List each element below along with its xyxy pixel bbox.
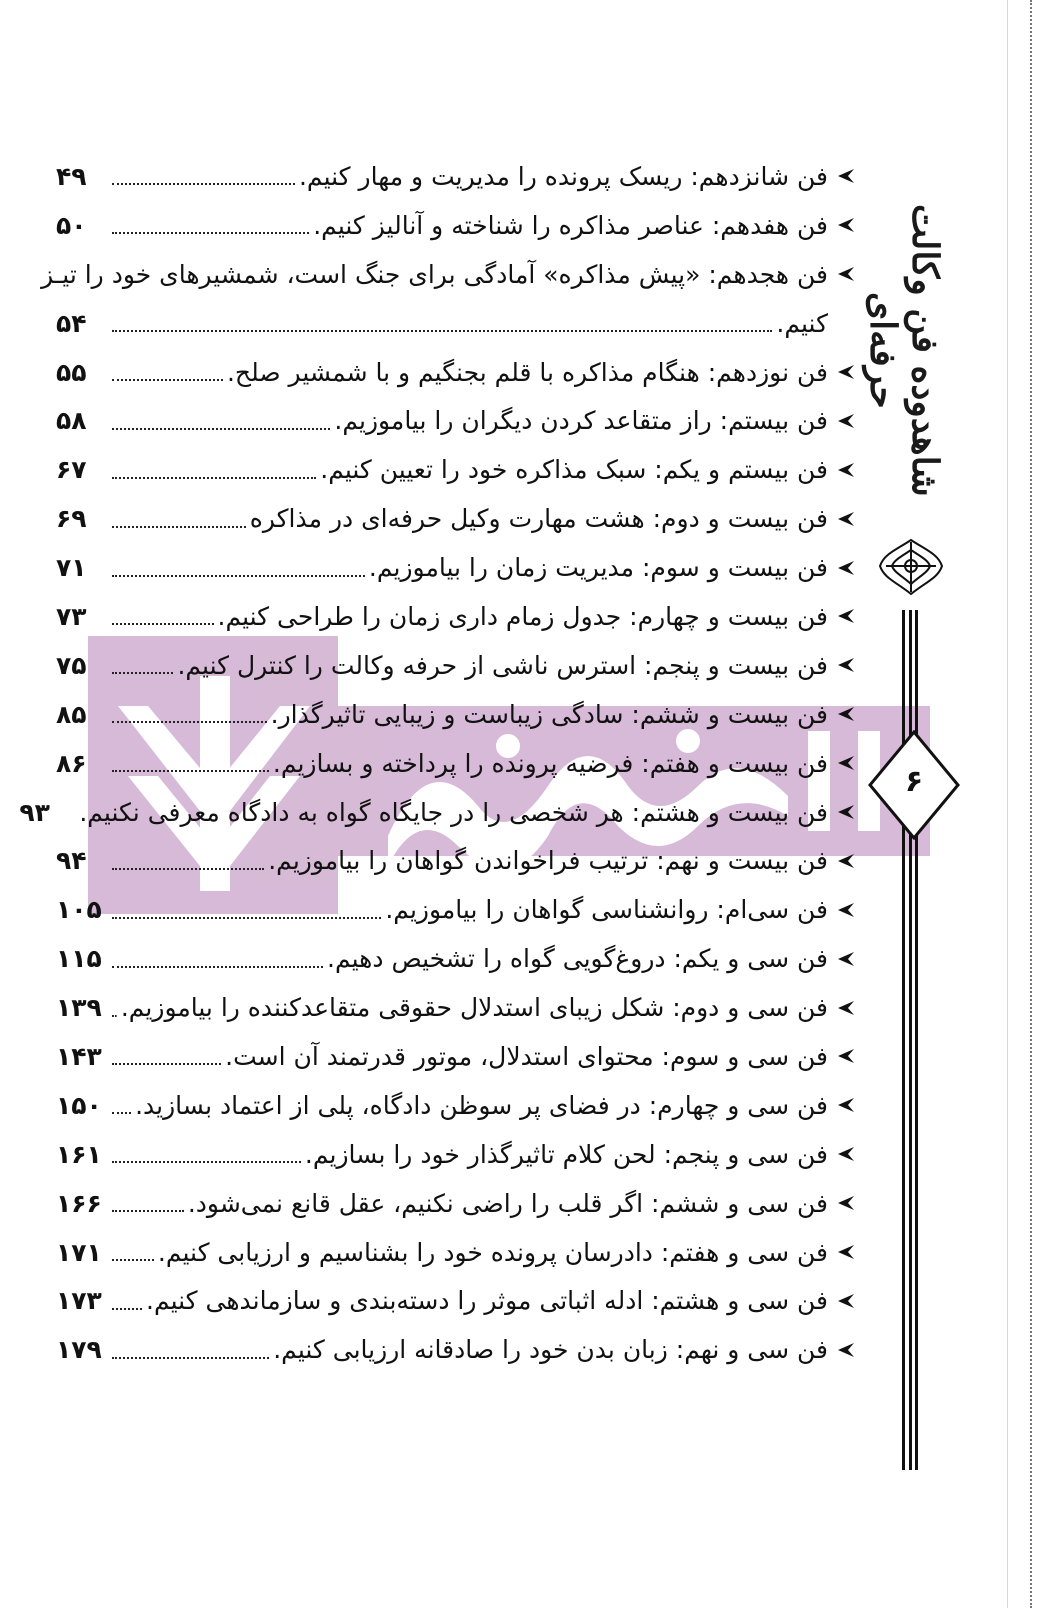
toc-item-page: ۶۹ bbox=[56, 504, 87, 534]
toc-item-page: ۱۷۱ bbox=[56, 1237, 102, 1267]
toc-item[interactable] bbox=[56, 690, 856, 739]
arrowhead-icon bbox=[828, 460, 856, 480]
toc-item-label: فن سی و نهم: زبان بدن خود را صادقانه ارزیابی کنیم. bbox=[273, 1335, 828, 1365]
toc-item-label: فن بیست و سوم: مدیریت زمان را بیاموزیم. bbox=[368, 553, 828, 583]
toc-item-label: فن بیست و هفتم: فرضیه پرونده را پرداخته و بسازیم. bbox=[272, 748, 828, 778]
leader-dots bbox=[112, 1308, 142, 1310]
toc-item-page: ۱۷۹ bbox=[56, 1335, 102, 1365]
leader-dots bbox=[112, 575, 365, 577]
leader-dots bbox=[112, 917, 381, 919]
toc-item-page: ۷۱ bbox=[56, 553, 87, 583]
leader-dots bbox=[112, 672, 173, 674]
toc-item[interactable] bbox=[56, 739, 856, 788]
leader-dots bbox=[112, 1015, 117, 1017]
toc-item[interactable] bbox=[56, 1081, 856, 1130]
toc-item[interactable] bbox=[19, 788, 856, 837]
arrowhead-icon bbox=[828, 1095, 856, 1115]
toc-item-label: فن سی و هفتم: دادرسان پرونده خود را بشناسیم و ارزیابی کنیم. bbox=[157, 1237, 828, 1267]
leader-dots bbox=[112, 966, 323, 968]
toc-item-page: ۱۱۵ bbox=[56, 944, 102, 974]
leader-dots bbox=[112, 623, 214, 625]
toc-item-page: ۸۵ bbox=[56, 699, 87, 729]
binding-edge bbox=[1030, 0, 1032, 1608]
arrowhead-icon bbox=[828, 166, 856, 186]
toc-item-page: ۷۳ bbox=[56, 601, 87, 631]
leader-dots bbox=[112, 1357, 269, 1359]
toc-item[interactable] bbox=[56, 592, 856, 641]
arrowhead-icon bbox=[828, 753, 856, 773]
toc-item[interactable] bbox=[56, 1228, 856, 1277]
book-title: شاهدوده فن وکالت حرفه‌ای bbox=[862, 203, 946, 497]
toc-item-label: فن سی و هشتم: ادله اثباتی موثر را دسته‌بندی و سازماندهی کنیم. bbox=[146, 1286, 828, 1316]
toc-item-label: فن هفدهم: عناصر مذاکره را شناخته و آنالیز کنیم. bbox=[313, 210, 828, 240]
toc-item-page: ۴۹ bbox=[56, 161, 87, 191]
leader-dots bbox=[112, 477, 316, 479]
arrowhead-icon bbox=[828, 264, 856, 284]
arrowhead-icon bbox=[828, 362, 856, 382]
leader-dots bbox=[112, 232, 309, 234]
arrowhead-icon bbox=[828, 1340, 856, 1360]
arrowhead-icon bbox=[828, 215, 856, 235]
arrowhead-icon bbox=[828, 558, 856, 578]
arrowhead-icon bbox=[828, 704, 856, 724]
toc-item-label: فن شانزدهم: ریسک پرونده را مدیریت و مهار کنیم. bbox=[298, 161, 828, 191]
toc-item[interactable] bbox=[56, 445, 856, 494]
toc-item-label: فن سی و ششم: اگر قلب را راضی نکنیم، عقل قانع نمی‌شود. bbox=[187, 1188, 828, 1218]
toc-item-page: ۵۴ bbox=[56, 308, 87, 338]
toc-item[interactable] bbox=[56, 885, 856, 934]
toc-item[interactable] bbox=[56, 1325, 856, 1374]
page-edge-line bbox=[1007, 0, 1008, 1608]
arrowhead-icon bbox=[828, 851, 856, 871]
arrowhead-icon bbox=[828, 998, 856, 1018]
toc-item-page: ۹۳ bbox=[19, 797, 50, 827]
toc-item-label: فن سی‌ام: روانشناسی گواهان را بیاموزیم. bbox=[385, 895, 828, 925]
leader-dots bbox=[112, 1112, 131, 1114]
toc-item-label: فن سی و پنجم: لحن کلام تاثیرگذار خود را بسازیم. bbox=[304, 1139, 828, 1169]
arrowhead-icon bbox=[828, 900, 856, 920]
leader-dots bbox=[112, 428, 330, 430]
toc-item-label: فن بیست و هشتم: هر شخصی را در جایگاه گواه به دادگاه معرفی نکنیم. bbox=[79, 797, 828, 827]
leader-dots bbox=[112, 379, 223, 381]
toc-item-continuation[interactable] bbox=[56, 299, 856, 348]
toc-item[interactable] bbox=[56, 201, 856, 250]
toc-item-page: ۸۶ bbox=[56, 748, 87, 778]
toc-item[interactable] bbox=[56, 836, 856, 885]
toc-item-page: ۱۷۳ bbox=[56, 1286, 102, 1316]
toc-item-page: ۶۷ bbox=[56, 455, 87, 485]
toc-item-label: فن سی و یکم: دروغ‌گویی گواه را تشخیص دهیم. bbox=[327, 944, 828, 974]
leader-dots bbox=[112, 770, 269, 772]
toc-item-label: کنیم. bbox=[776, 308, 828, 338]
floral-ornament-icon bbox=[876, 536, 946, 598]
arrowhead-icon bbox=[828, 1193, 856, 1213]
toc-item-label: فن بیستم: راز متقاعد کردن دیگران را بیاموزیم. bbox=[334, 406, 828, 436]
arrowhead-icon bbox=[828, 606, 856, 626]
arrowhead-icon bbox=[828, 1144, 856, 1164]
toc-item[interactable] bbox=[56, 1130, 856, 1179]
arrowhead-icon bbox=[828, 1046, 856, 1066]
arrowhead-icon bbox=[828, 1242, 856, 1262]
toc-item-label: فن بیست و دوم: هشت مهارت وکیل حرفه‌ای در مذاکره bbox=[249, 504, 828, 534]
toc-item[interactable] bbox=[56, 543, 856, 592]
toc-item-page: ۵۸ bbox=[56, 406, 87, 436]
toc-item-label: فن سی و سوم: محتوای استدلال، موتور قدرتمند آن است. bbox=[225, 1041, 828, 1071]
margin-column bbox=[862, 140, 956, 1460]
toc-item-page: ۱۴۳ bbox=[56, 1041, 102, 1071]
toc-item-page: ۱۳۹ bbox=[56, 993, 102, 1023]
toc-item-label: فن سی و چهارم: در فضای پر سوظن دادگاه، پلی از اعتماد بسازید. bbox=[135, 1090, 828, 1120]
arrowhead-icon bbox=[828, 949, 856, 969]
toc-item-page: ۹۴ bbox=[56, 846, 87, 876]
toc-item-page: ۵۵ bbox=[56, 357, 87, 387]
toc-item-label: فن بیست و ششم: سادگی زیباست و زیبایی تاثیرگذار. bbox=[270, 699, 828, 729]
leader-dots bbox=[112, 1161, 301, 1163]
toc-item-page: ۵۰ bbox=[56, 210, 87, 240]
arrowhead-icon bbox=[828, 655, 856, 675]
toc-item-page: ۱۵۰ bbox=[56, 1090, 102, 1120]
toc-item-page: ۱۶۱ bbox=[56, 1139, 102, 1169]
toc-item-page: ۷۵ bbox=[56, 650, 87, 680]
toc-item[interactable] bbox=[56, 152, 856, 201]
table-of-contents bbox=[19, 152, 856, 1374]
page-number: ۶ bbox=[904, 764, 924, 799]
leader-dots bbox=[112, 1210, 184, 1212]
toc-item-label: فن بیستم و یکم: سبک مذاکره خود را تعیین کنیم. bbox=[320, 455, 828, 485]
toc-item-page: ۱۰۵ bbox=[56, 895, 102, 925]
leader-dots bbox=[112, 183, 295, 185]
toc-item-label: فن نوزدهم: هنگام مذاکره با قلم بجنگیم و با شمشیر صلح. bbox=[226, 357, 828, 387]
arrowhead-icon bbox=[828, 509, 856, 529]
toc-item[interactable] bbox=[56, 1032, 856, 1081]
leader-dots bbox=[112, 526, 246, 528]
leader-dots bbox=[112, 330, 772, 332]
leader-dots bbox=[112, 1259, 154, 1261]
toc-item[interactable] bbox=[56, 396, 856, 445]
arrowhead-icon bbox=[828, 1291, 856, 1311]
leader-dots bbox=[112, 1063, 221, 1065]
toc-item-label: فن بیست و چهارم: جدول زمام داری زمان را طراحی کنیم. bbox=[217, 601, 828, 631]
arrowhead-icon bbox=[828, 411, 856, 431]
toc-item[interactable] bbox=[56, 1276, 856, 1325]
toc-item[interactable] bbox=[56, 641, 856, 690]
leader-dots bbox=[112, 721, 267, 723]
toc-item[interactable] bbox=[56, 983, 856, 1032]
toc-item-label: فن بیست و نهم: ترتیب فراخواندن گواهان را بیاموزیم. bbox=[268, 846, 828, 876]
arrowhead-icon bbox=[828, 802, 856, 822]
toc-item[interactable] bbox=[41, 250, 856, 299]
toc-item-label: فن سی و دوم: شکل زیبای استدلال حقوقی متقاعدکننده را بیاموزیم. bbox=[120, 993, 828, 1023]
toc-item-page: ۱۶۶ bbox=[56, 1188, 102, 1218]
toc-item[interactable] bbox=[56, 348, 856, 397]
toc-item-label: فن هجدهم: «پیش مذاکره» آمادگی برای جنگ است، شمشیرهای خود را تیـز bbox=[41, 259, 828, 289]
toc-item[interactable] bbox=[56, 494, 856, 543]
toc-item-label: فن بیست و پنجم: استرس ناشی از حرفه وکالت را کنترل کنیم. bbox=[177, 650, 828, 680]
toc-item[interactable] bbox=[56, 934, 856, 983]
toc-item[interactable] bbox=[56, 1179, 856, 1228]
leader-dots bbox=[112, 868, 264, 870]
